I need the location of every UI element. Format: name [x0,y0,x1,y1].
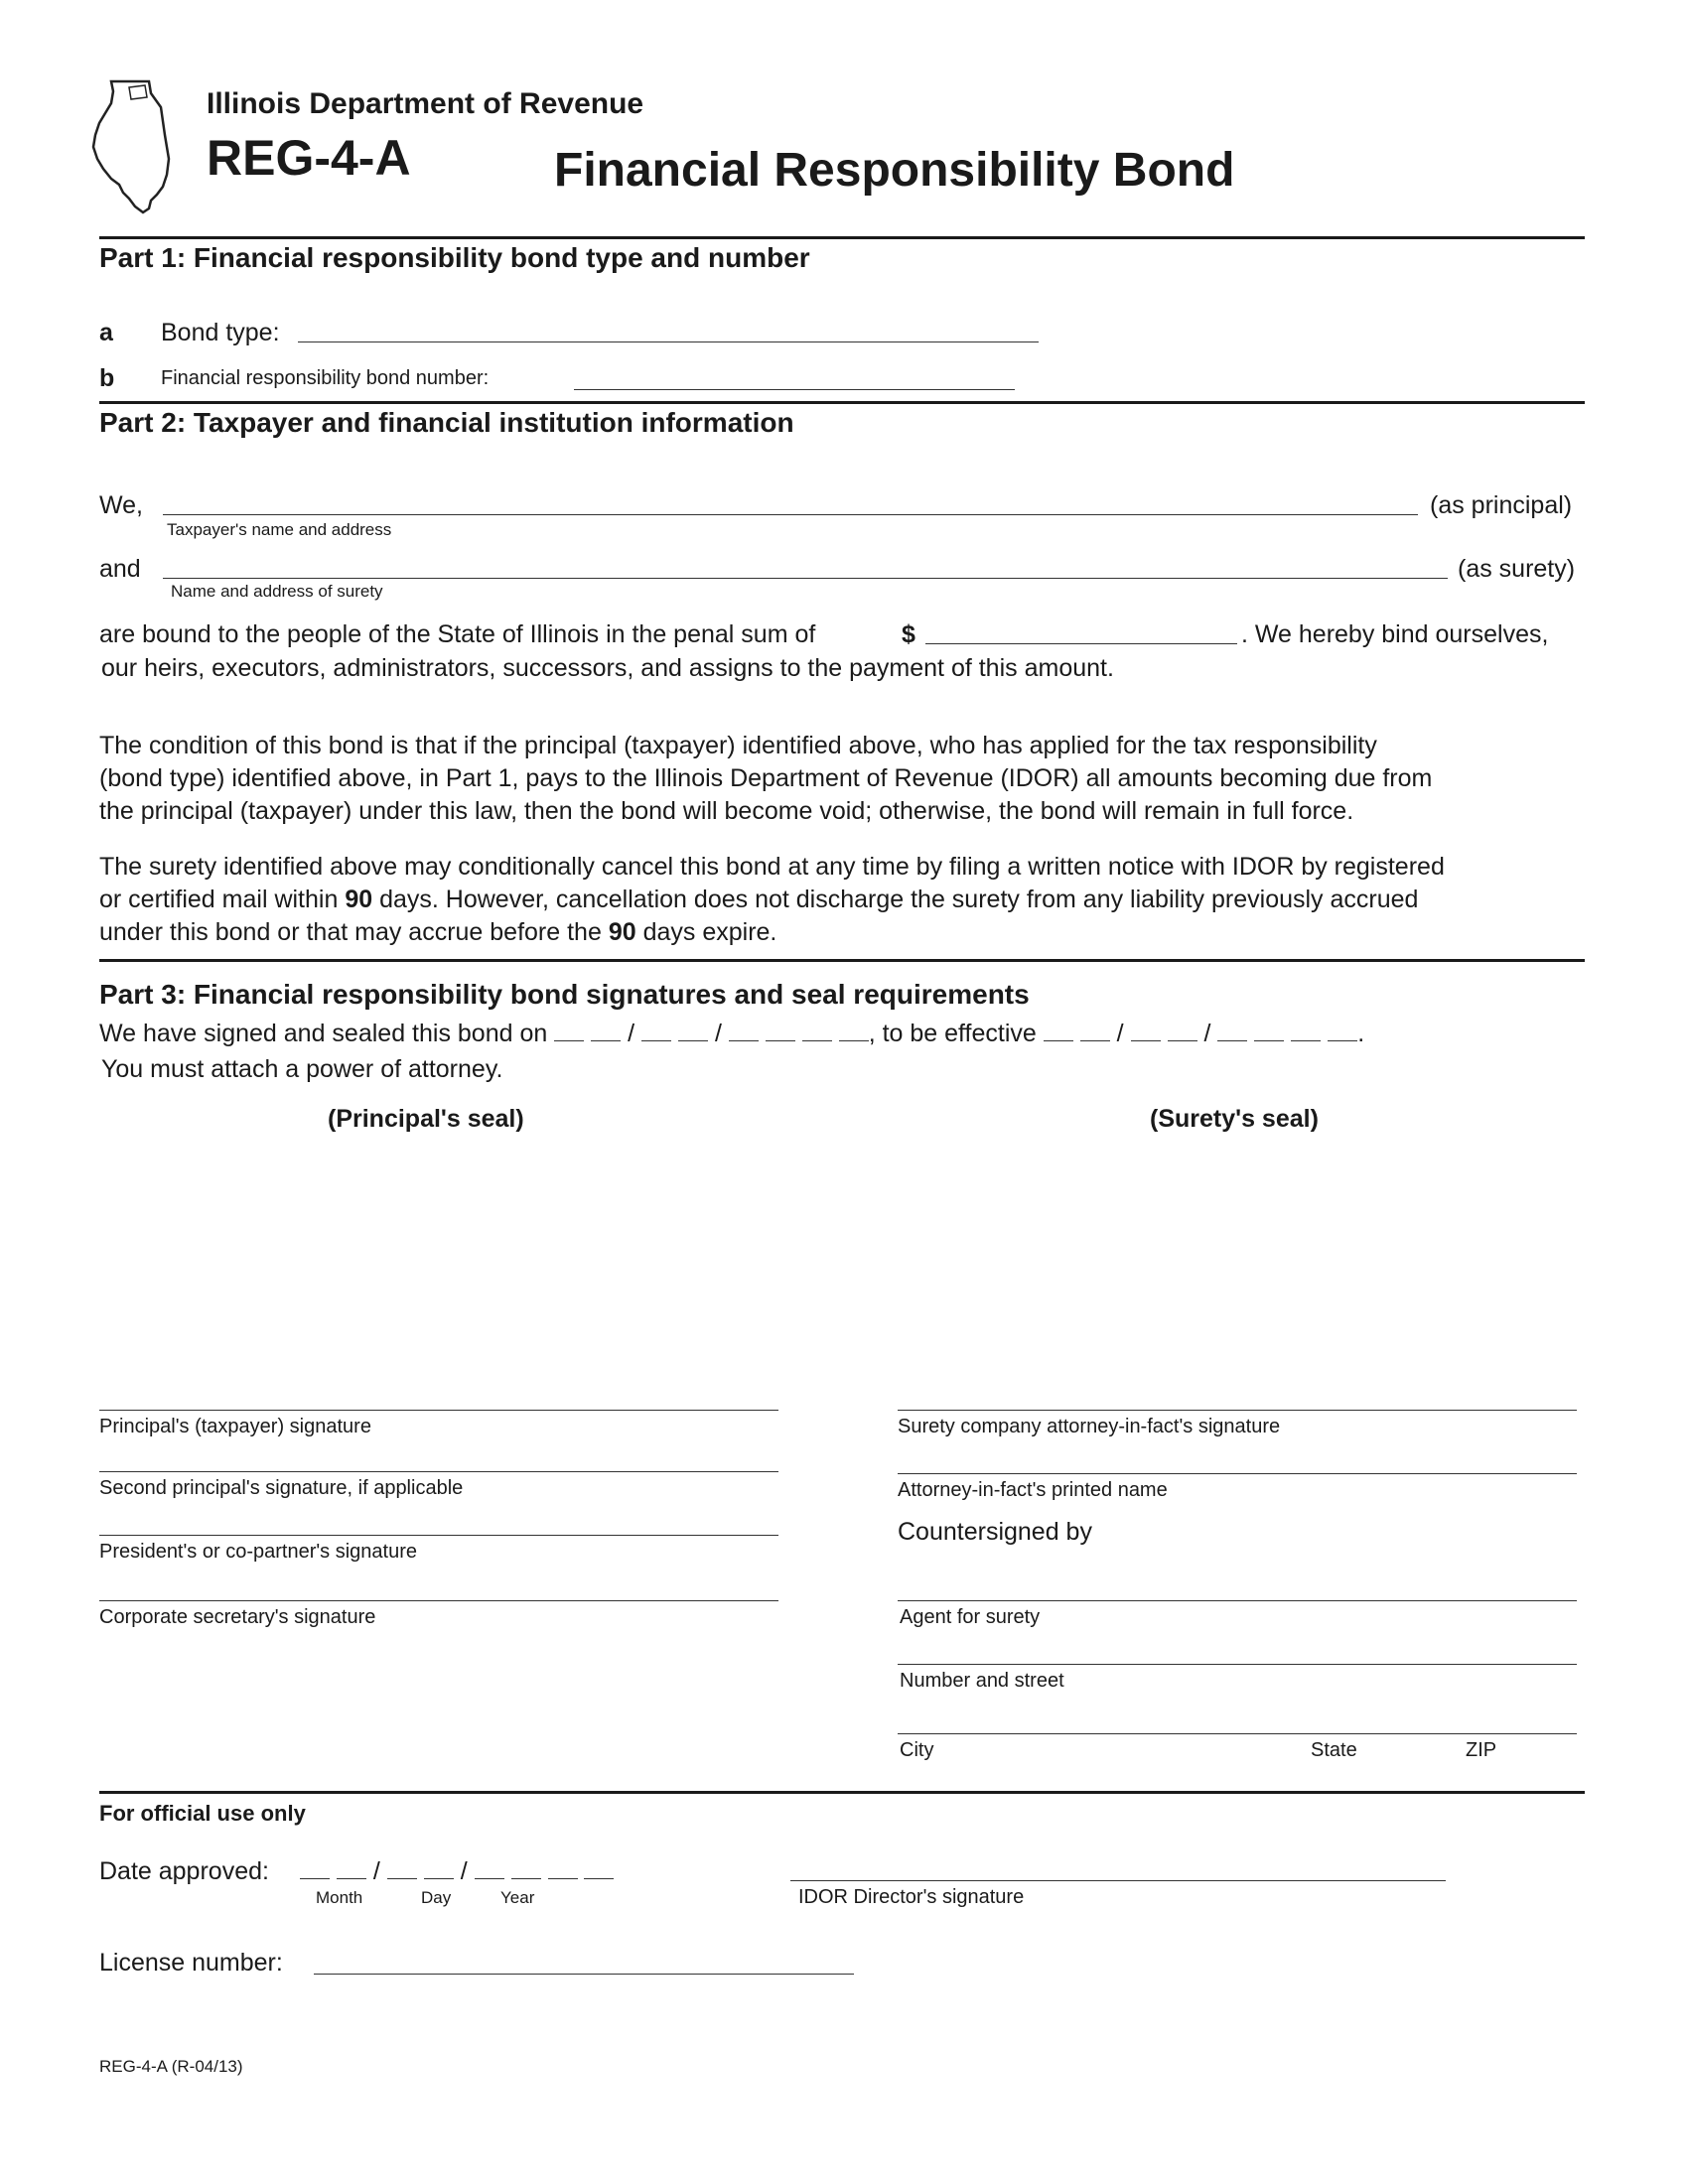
year-caption: Year [500,1888,535,1907]
bond-type-field[interactable] [298,341,1039,342]
cancel-line-3a: under this bond or that may accrue before the [99,918,602,946]
city-state-zip-field[interactable] [898,1733,1577,1734]
dollar-sign: $ [902,620,915,648]
street-field[interactable] [898,1664,1577,1665]
attorney-signature-label: Surety company attorney-in-fact's signature [898,1416,1281,1437]
bond-number-field[interactable] [574,389,1015,390]
principal-seal-label: (Principal's seal) [328,1105,524,1133]
second-principal-signature-field[interactable] [99,1471,778,1472]
part3-title: Part 3: Financial responsibility bond signatures and seal requirements [99,979,1030,1010]
attach-text: You must attach a power of attorney. [101,1055,503,1083]
condition-line-3: the principal (taxpayer) under this law, then the bond will become void; otherwise, the bond will remain in full force. [99,797,1354,825]
attorney-name-field[interactable] [898,1473,1577,1474]
divider [99,1791,1585,1794]
principal-signature-field[interactable] [99,1410,778,1411]
condition-line-1: The condition of this bond is that if the principal (taxpayer) identified above, who has applied for the tax responsibility [99,732,1377,759]
bind-text: . We hereby bind ourselves, [1241,620,1549,648]
department-name: Illinois Department of Revenue [207,87,644,120]
secretary-signature-field[interactable] [99,1600,778,1601]
month-caption: Month [316,1888,363,1907]
cancel-days: 90 [345,886,373,913]
day-caption: Day [421,1888,452,1907]
license-field[interactable] [314,1974,854,1975]
condition-line-2: (bond type) identified above, in Part 1, pays to the Illinois Department of Revenue (IDOR) all amounts becoming due from [99,764,1433,792]
president-signature-label: President's or co-partner's signature [99,1541,418,1563]
cancel-line-3b: days expire. [642,918,777,946]
signed-text: We have signed and sealed this bond on [99,1020,548,1047]
taxpayer-name-field[interactable] [163,514,1418,515]
cancel-line-2 [99,883,1418,916]
official-title: For official use only [99,1801,306,1826]
part1-title: Part 1: Financial responsibility bond type and number [99,242,810,273]
as-principal-label: (as principal) [1430,491,1573,519]
bond-type-label: Bond type: [161,319,280,346]
president-signature-field[interactable] [99,1535,778,1536]
cancel-line-2b: days. However, cancellation does not discharge the surety from any liability previously accrued [379,886,1419,913]
principal-signature-label: Principal's (taxpayer) signature [99,1416,371,1437]
we-label: We, [99,491,143,519]
cancel-line-2a: or certified mail within [99,886,339,913]
divider [99,959,1585,962]
agent-label: Agent for surety [900,1606,1041,1628]
revision-label: REG-4-A (R-04/13) [99,2057,243,2076]
state-label: State [1311,1739,1357,1761]
director-signature-label: IDOR Director's signature [798,1886,1025,1908]
bond-number-label: Financial responsibility bond number: [161,367,490,389]
countersigned-label: Countersigned by [898,1518,1092,1546]
date-approved-field[interactable]: / / [300,1854,614,1888]
penal-sum-field[interactable] [925,643,1237,644]
street-label: Number and street [900,1670,1064,1692]
effective-text: , to be effective [868,1020,1037,1047]
director-signature-field[interactable] [790,1880,1446,1881]
license-label: License number: [99,1949,283,1977]
agent-field[interactable] [898,1600,1577,1601]
attorney-name-label: Attorney-in-fact's printed name [898,1479,1168,1501]
bond-number-letter: b [99,364,115,392]
date-approved-label: Date approved: [99,1857,269,1885]
taxpayer-caption: Taxpayer's name and address [167,520,392,539]
signed-date-field[interactable]: / / [554,1020,868,1047]
as-surety-label: (as surety) [1458,555,1576,583]
part2-title: Part 2: Taxpayer and financial institution information [99,407,794,438]
bound-text: are bound to the people of the State of Illinois in the penal sum of [99,620,816,648]
signed-date-row: We have signed and sealed this bond on / / , to be effective / / . [99,1020,1365,1047]
bond-type-letter: a [99,319,113,346]
cancel-days-2: 90 [608,918,636,946]
zip-label: ZIP [1466,1739,1497,1761]
surety-caption: Name and address of surety [171,582,383,601]
form-title: Financial Responsibility Bond [554,144,1235,197]
form-id: REG-4-A [207,130,411,186]
divider [99,401,1585,404]
secretary-signature-label: Corporate secretary's signature [99,1606,376,1628]
cancel-line-1: The surety identified above may conditionally cancel this bond at any time by filing a written notice with IDOR by registered [99,853,1445,881]
and-label: and [99,555,141,583]
surety-name-field[interactable] [163,578,1448,579]
cancel-line-3 [99,915,776,949]
divider [99,236,1585,239]
city-label: City [900,1739,934,1761]
surety-seal-label: (Surety's seal) [1150,1105,1319,1133]
second-principal-signature-label: Second principal's signature, if applicable [99,1477,464,1499]
heirs-text: our heirs, executors, administrators, successors, and assigns to the payment of this amount. [101,654,1114,682]
illinois-state-outline-icon [89,77,189,216]
effective-date-field[interactable]: / / [1044,1020,1357,1047]
attorney-signature-field[interactable] [898,1410,1577,1411]
